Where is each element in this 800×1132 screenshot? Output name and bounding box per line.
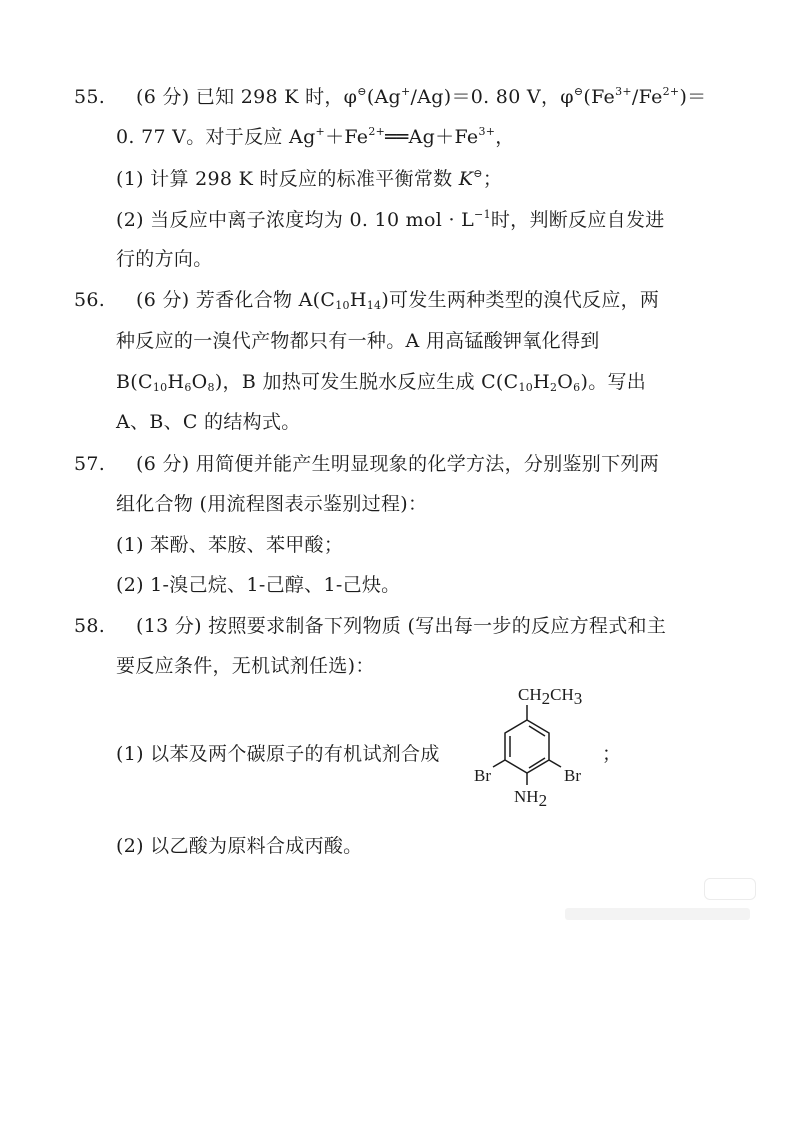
ethyl-group-label: CH2CH3 <box>518 685 583 708</box>
watermark-text-blur <box>565 908 750 920</box>
q55-sub-2: (2) 当反应中离子浓度均为 0. 10 mol · $L^{-1}$时，判断反应自发进 <box>116 208 665 231</box>
benzene-ring <box>505 720 549 773</box>
q56-line-4: A、B、C 的结构式。 <box>116 411 301 433</box>
q55-sub-1: (1) 计算 298 K 时反应的标准平衡常数 K⊖； <box>116 167 503 190</box>
q55-sub-2-cont: 行的方向。 <box>116 248 213 270</box>
q56-line-2: 种反应的一溴代产物都只有一种。A 用高锰酸钾氧化得到 <box>116 330 600 352</box>
br-label-left: Br <box>474 766 491 785</box>
q55-line-2: 0. 77 V。对于反应 $Ag^++Fe^{2+}══Ag+Fe^{3+}$， <box>116 125 515 148</box>
q55-line-1: 55. (6 分) 已知 298 K 时，φ⊖(Ag+/Ag)＝0. 80 V，$\varphi^⊖(Fe^{3+}/Fe^{2+})=$ <box>74 85 707 108</box>
q58-sub-1: (1) 以苯及两个碳原子的有机试剂合成 <box>116 743 440 765</box>
structural-formula <box>470 685 620 815</box>
br-label-right: Br <box>564 766 581 785</box>
q57-number: 57. <box>74 453 106 475</box>
q58-sub-1-end: ； <box>602 743 622 765</box>
watermark-logo <box>704 878 756 900</box>
q56-number: 56. <box>74 289 106 311</box>
q58-number: 58. <box>74 615 106 637</box>
q58-line-1: 58. (13 分) 按照要求制备下列物质 (写出每一步的反应方程式和主 <box>74 615 667 637</box>
q57-line-1: 57. (6 分) 用简便并能产生明显现象的化学方法，分别鉴别下列两 <box>74 453 659 475</box>
q58-line-2: 要反应条件，无机试剂任选)： <box>116 655 375 677</box>
ring-double-bond-top <box>529 726 545 736</box>
q57-sub-2: (2) 1-溴己烷、1-己醇、1-己炔。 <box>116 574 401 596</box>
q55-number: 55. <box>74 86 106 108</box>
q56-line-3: $B(C_{10}H_6O_8)$，B 加热可发生脱水反应生成 $C(C_{10}H_2O_6)$。写出 <box>116 371 647 394</box>
q57-sub-1: (1) 苯酚、苯胺、苯甲酸； <box>116 534 344 556</box>
br-bond-right <box>549 760 561 767</box>
benzene-ring-diagram <box>470 685 620 815</box>
q58-sub-2: (2) 以乙酸为原料合成丙酸。 <box>116 835 363 857</box>
q57-line-2: 组化合物 (用流程图表示鉴别过程)： <box>116 493 428 515</box>
nh2-label: NH2 <box>514 787 548 810</box>
br-bond-left <box>493 760 505 767</box>
q56-line-1: 56. (6 分) 芳香化合物 $A(C_{10}H_{14})$可发生两种类型的溴代反应，两 <box>74 289 660 312</box>
